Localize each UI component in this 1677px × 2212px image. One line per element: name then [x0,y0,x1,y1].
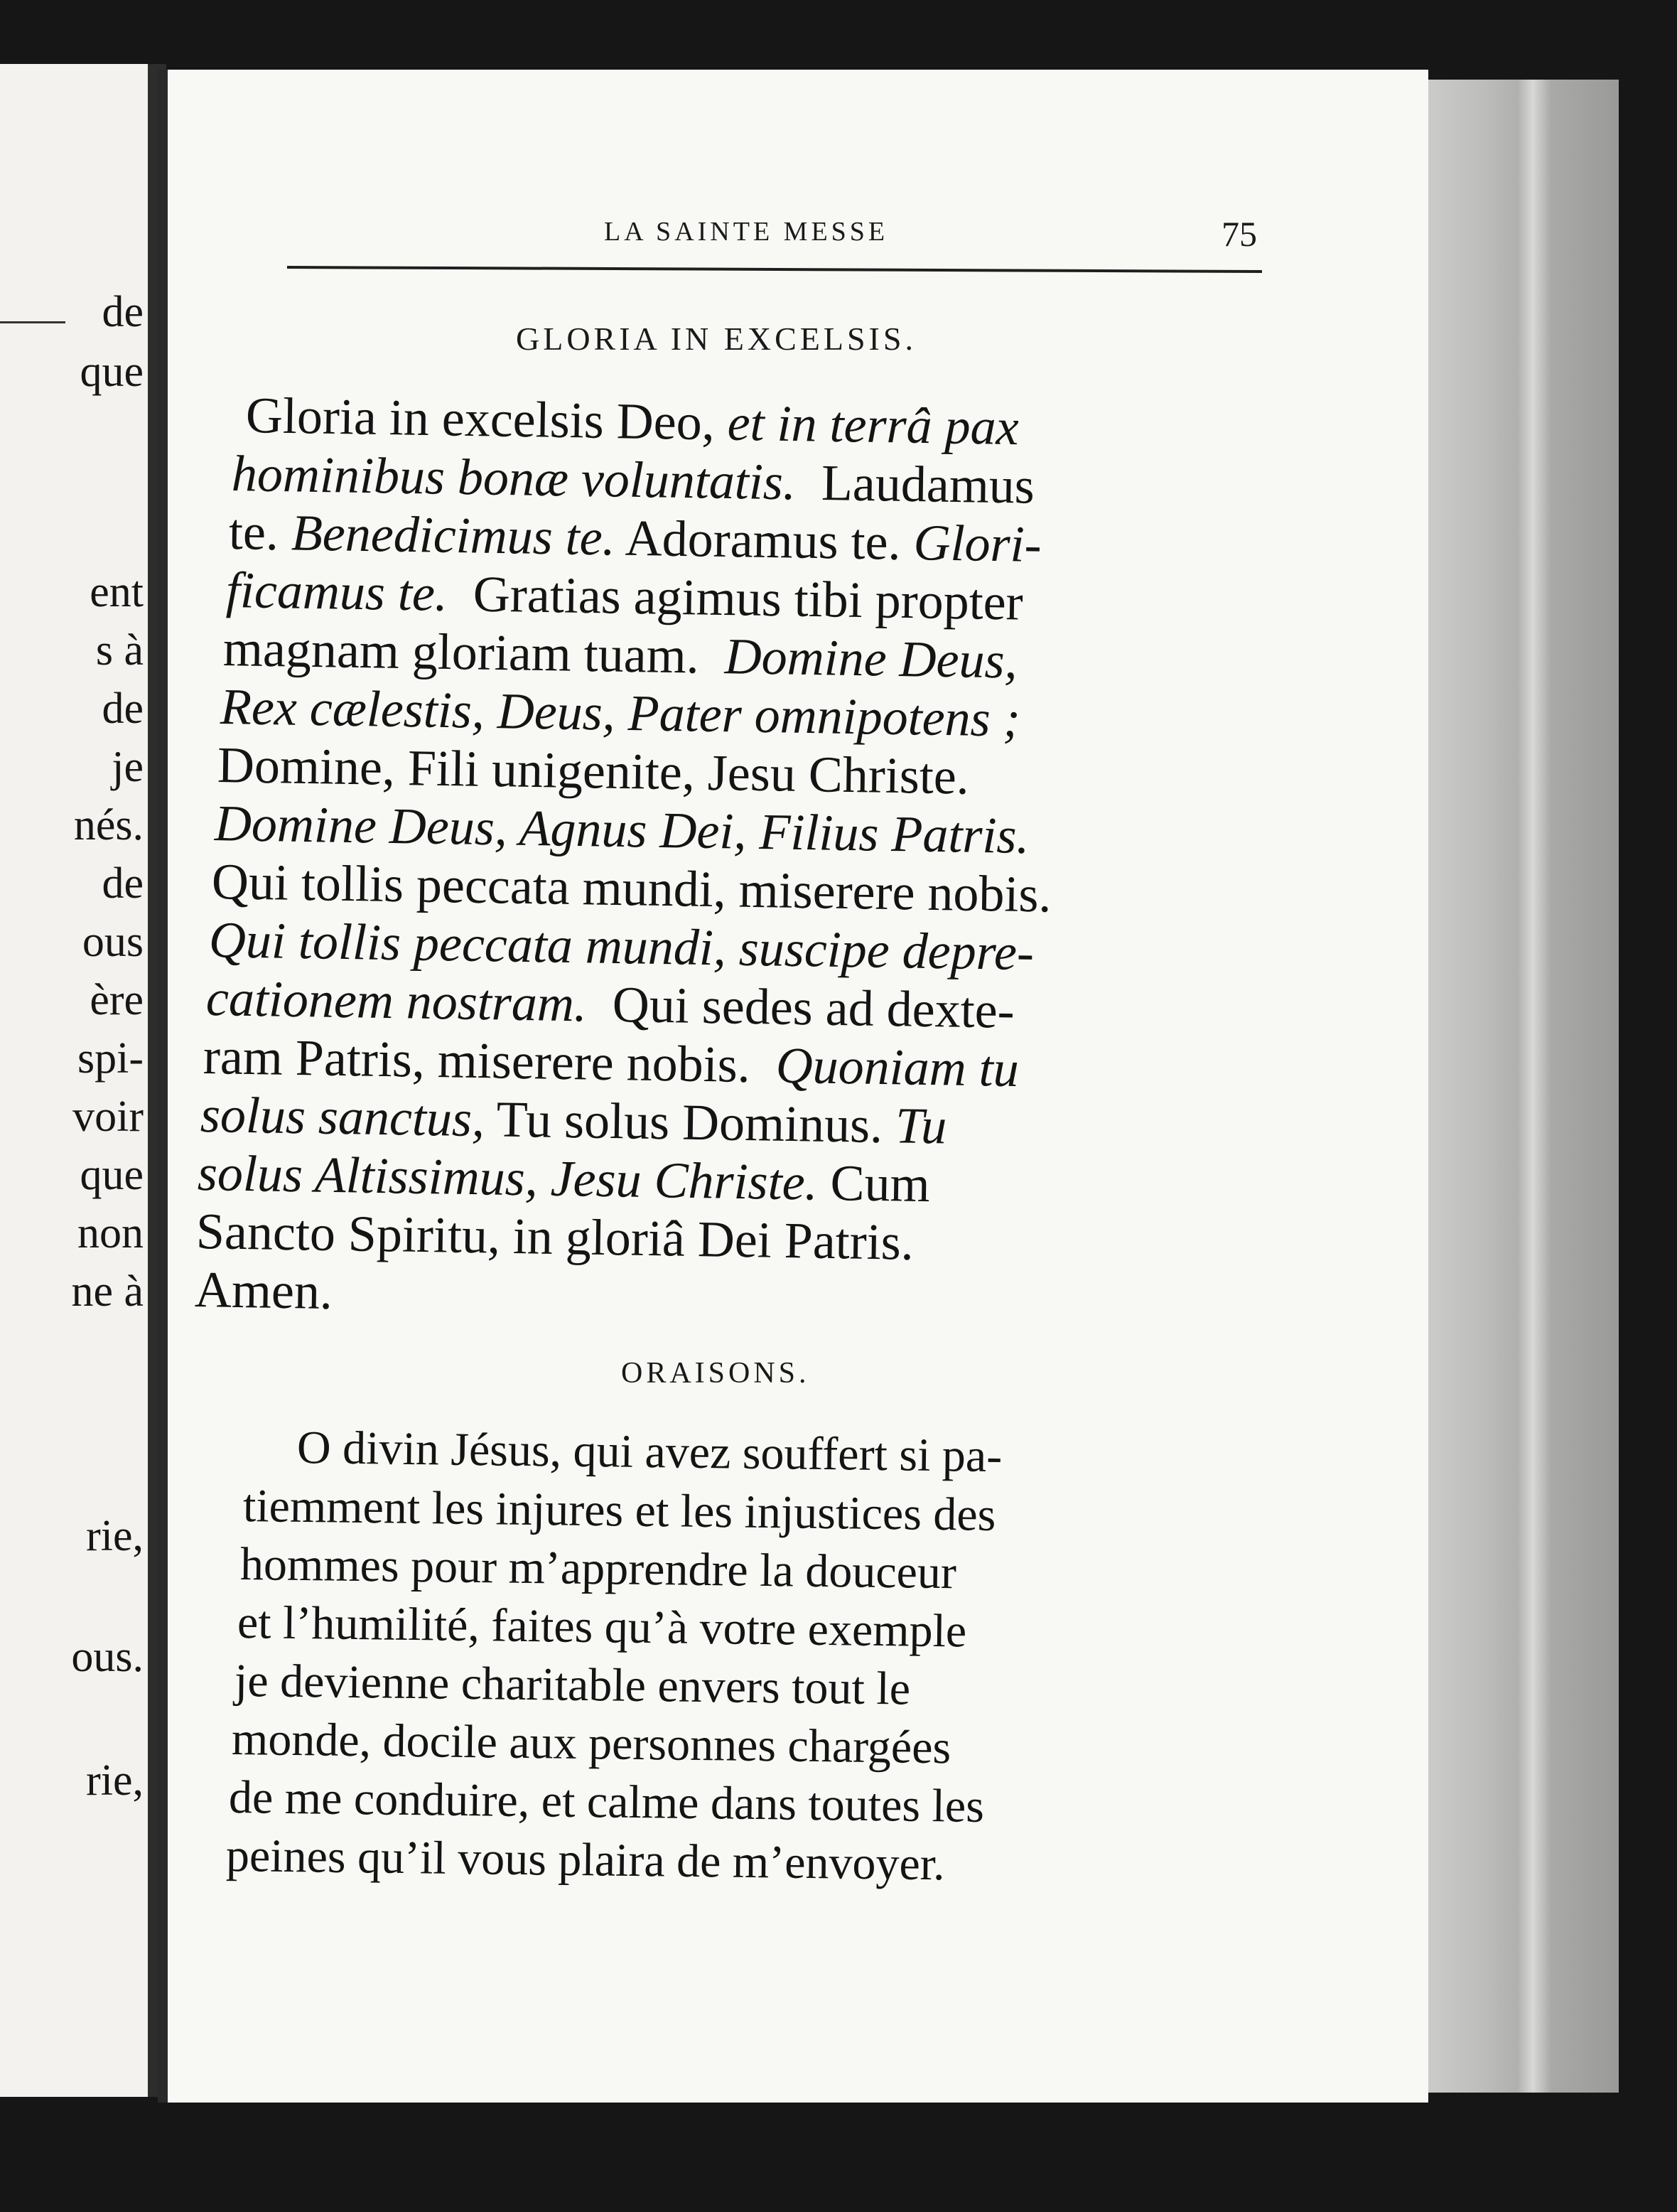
text-span: Qui tollis peccata mundi, miserere nobis. [211,853,1052,923]
text-line [203,1028,1020,1098]
text-span: Amen. [194,1261,333,1321]
text-span: Adoramus te. [615,509,915,571]
text-span: Laudamus [795,453,1035,515]
text-span: Sancto Spiritu, in gloriâ Dei Patris. [195,1203,915,1271]
italic-span: ficamus te. [225,562,448,622]
italic-span: Glori- [913,514,1042,573]
italic-span: solus sanctus, [200,1086,485,1148]
left-page-fragment: rie, [86,1512,144,1560]
italic-span: solus Altissimus, Jesu Christe. [197,1144,819,1211]
text-line [225,562,1024,631]
text-line: monde, docile aux personnes chargées [231,1713,951,1774]
header-rule [287,266,1262,273]
left-page-fragment: rie, [86,1756,144,1805]
italic-span: Tu [895,1097,947,1155]
left-page-fragment: de [102,859,144,908]
text-line [228,503,1042,573]
left-page-fragment: ent [90,568,144,616]
running-head [168,70,1428,354]
italic-span: et in terrâ pax [727,394,1020,456]
text-span: Tu solus Dominus. [484,1090,896,1154]
text-line [197,1144,931,1213]
left-page [0,64,166,2097]
text-line [208,911,1035,982]
text-line [205,970,1015,1039]
left-page-fragment: ne à [71,1267,144,1316]
italic-span: Domine Deus, Agnus Dei, Filius Patris. [214,795,1030,865]
italic-span: Rex cælestis, Deus, Pater omnipotens ; [220,678,1021,748]
left-page-fragment: ous. [71,1633,144,1681]
italic-span: cationem nostram. [205,970,588,1033]
left-page-fragment: ous [82,918,144,966]
left-page-fragment: voir [72,1092,144,1141]
text-line [211,853,1052,923]
italic-span: Quoniam tu [775,1036,1020,1098]
left-page-fragment: spi- [77,1034,144,1083]
text-line: hommes pour m’apprendre la douceur [239,1538,957,1599]
left-page-fragment: de [102,684,144,733]
section-title-oraisons: ORAISONS. [621,1357,810,1390]
text-span: Gloria in excelsis Deo, [245,387,728,451]
italic-span: hominibus bonæ voluntatis. [231,445,797,511]
left-page-fragment: que [80,348,144,396]
text-line [217,736,970,805]
left-page-fragment: s à [95,626,144,675]
text-line [195,1203,915,1271]
text-line [200,1086,947,1155]
text-line [214,795,1030,865]
text-line [245,387,1020,456]
text-span: Domine, Fili unigenite, Jesu Christe. [217,736,970,805]
text-line [220,678,1021,748]
left-page-fragment: non [77,1209,144,1257]
right-page [168,70,1428,2103]
text-line [231,445,1035,515]
text-span: Cum [817,1154,931,1213]
text-line: de me conduire, et calme dans toutes les [228,1771,985,1832]
left-page-rule [0,321,65,323]
text-line: et l’humilité, faites qu’à votre exemple [237,1596,967,1658]
text-span: te. [228,503,292,562]
text-span: Gratias agimus tibi propter [447,564,1024,631]
left-page-fragment: ère [90,976,144,1024]
text-line: je devienne charitable envers tout le [234,1655,911,1715]
italic-span: Qui tollis peccata mundi, suscipe depre- [208,911,1035,982]
left-page-fragment: de [102,288,144,336]
text-span: magnam gloriam tuam. [222,620,726,685]
text-span: ram Patris, miserere nobis. [203,1028,777,1094]
text-line: tiemment les injures et les injustices des [242,1480,996,1541]
left-page-fragment: nés. [73,801,144,849]
text-line: peines qu’il vous plaira de m’envoyer. [225,1830,946,1891]
text-span: Qui sedes ad dexte- [586,975,1015,1039]
left-page-fragment: que [80,1151,144,1199]
page-number: 75 [1222,214,1257,254]
running-title: LA SAINTE MESSE [604,217,889,247]
text-line [222,620,1018,689]
text-line: O divin Jésus, qui avez souffert si pa- [296,1422,1003,1483]
italic-span: Benedicimus te. [291,504,616,567]
italic-span: Domine Deus, [724,628,1018,689]
left-page-fragment: je [112,743,144,791]
section-title-gloria: GLORIA IN EXCELSIS. [516,321,917,357]
text-line [194,1261,333,1321]
